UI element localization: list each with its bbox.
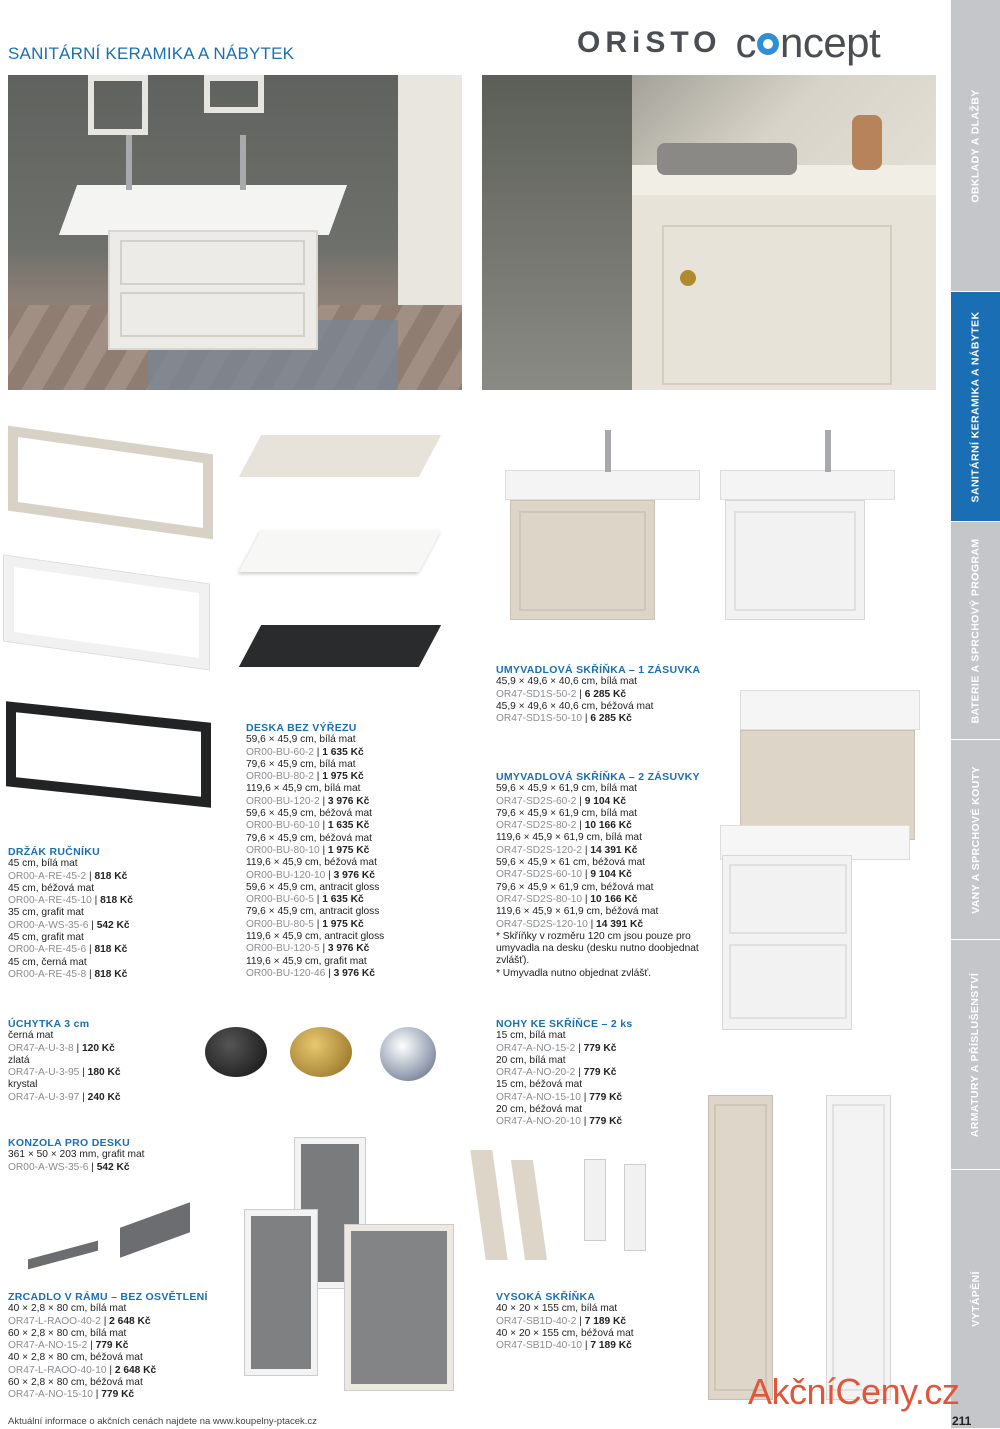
product-line: 59,6 × 45,9 × 61 cm, béžová mat OR47-SD2S-60-10 | 9 104 Kč <box>496 857 645 881</box>
title-nohy: NOHY KE SKŘÍŇCE – 2 ks <box>496 1018 633 1030</box>
tab-sanitarni[interactable]: SANITÁRNÍ KERAMIKA A NÁBYTEK <box>951 292 1000 522</box>
title-vysoka: VYSOKÁ SKŘÍŇKA <box>496 1291 596 1303</box>
product-line: 79,6 × 45,9 cm, antracit gloss OR00-BU-80-5 | 1 975 Kč <box>246 906 380 930</box>
cabinet-2drawer-white <box>722 855 852 1030</box>
leg-beige-1 <box>470 1150 507 1260</box>
block-nohy <box>496 1018 696 1129</box>
faucet-right <box>240 135 246 190</box>
knob-gold <box>290 1027 352 1077</box>
product-line: 45,9 × 49,6 × 40,6 cm, béžová mat OR47-SD1S-50-10 | 6 285 Kč <box>496 700 654 725</box>
product-line: 40 × 20 × 155 cm, béžová mat OR47-SB1D-40-10 | 7 189 Kč <box>496 1327 634 1352</box>
towel <box>657 143 797 175</box>
block-uchytka <box>8 1018 188 1104</box>
note-umyvadla: * Umyvadla nutno objednat zvlášť. <box>496 967 652 979</box>
product-line: 361 × 50 × 203 mm, grafit mat OR00-A-WS-35-6 | 542 Kč <box>8 1149 145 1173</box>
product-line: 119,6 × 45,9 cm, béžová mat OR00-BU-120-10 | 3 976 Kč <box>246 857 377 881</box>
tall-cabinet-white <box>826 1095 891 1400</box>
footer-note: Aktuální informace o akčních cenách najdete na www.koupelny-ptacek.cz <box>8 1416 317 1427</box>
console-bracket-left <box>28 1241 98 1270</box>
product-line: 79,6 × 45,9 × 61,9 cm, béžová mat OR47-SD2S-80-10 | 10 166 Kč <box>496 881 654 905</box>
countertop-beige <box>239 435 441 477</box>
product-line: 119,6 × 45,9 cm, grafit mat OR00-BU-120-46 | 3 976 Kč <box>246 955 375 979</box>
product-line: 119,6 × 45,9 cm, antracit gloss OR00-BU-120-5 | 3 976 Kč <box>246 931 385 955</box>
watermark: AkčníCeny.cz <box>748 1371 960 1412</box>
basin-white-set <box>720 470 895 500</box>
product-line: 40 × 2,8 × 80 cm, bílá mat OR47-L-RAOO-40-2 | 2 648 Kč <box>8 1303 151 1327</box>
product-line: 79,6 × 45,9 × 61,9 cm, bílá mat OR47-SD2S-80-2 | 10 166 Kč <box>496 807 638 832</box>
brand-concept: c ncept <box>735 19 881 66</box>
product-line: 119,6 × 45,9 × 61,9 cm, bílá mat OR47-SD2S-120-2 | 14 391 Kč <box>496 832 642 856</box>
product-line: 59,6 × 45,9 cm, bílá mat OR00-BU-60-2 | 1 635 Kč <box>246 734 364 758</box>
block-konzola <box>8 1137 208 1174</box>
window <box>482 75 632 390</box>
tab-vany[interactable]: VANY A SPRCHOVÉ KOUTY <box>951 740 1000 940</box>
product-line: 45 cm, grafit mat OR00-A-RE-45-6 | 818 Kč <box>8 932 128 956</box>
product-line: krystal OR47-A-U-3-97 | 240 Kč <box>8 1079 121 1103</box>
product-line: 40 × 20 × 155 cm, bílá mat OR47-SB1D-40-2 | 7 189 Kč <box>496 1303 627 1327</box>
block-skrinka2 <box>496 771 716 980</box>
product-line: 45 cm, černá mat OR00-A-RE-45-8 | 818 Kč <box>8 956 128 980</box>
tab-baterie[interactable]: BATERIE A SPRCHOVÝ PROGRAM <box>951 522 1000 740</box>
block-zrcadlo <box>8 1291 238 1402</box>
product-line: 35 cm, grafit mat OR00-A-WS-35-6 | 542 Kč <box>8 907 130 931</box>
product-line: 60 × 2,8 × 80 cm, bílá mat OR47-A-NO-15-2 | 779 Kč <box>8 1327 129 1352</box>
cabinet-2drawer-beige <box>740 730 915 840</box>
title-deska: DESKA BEZ VÝŘEZU <box>246 722 357 734</box>
block-deska <box>246 722 456 980</box>
product-line: 45,9 × 49,6 × 40,6 cm, bílá mat OR47-SD1S-50-2 | 6 285 Kč <box>496 676 638 700</box>
countertop-anthracite <box>239 625 441 667</box>
towel-holder-white <box>4 556 209 670</box>
photo-vanity-detail <box>482 75 936 390</box>
block-drzak <box>8 846 208 981</box>
tall-cabinet-beige <box>708 1095 773 1400</box>
product-line: 15 cm, béžová mat OR47-A-NO-15-10 | 779 Kč <box>496 1079 623 1103</box>
knob-black <box>205 1027 267 1077</box>
mirror-front-right <box>345 1225 453 1390</box>
product-line: 79,6 × 45,9 cm, bílá mat OR00-BU-80-2 | 1 975 Kč <box>246 758 364 783</box>
product-line: 20 cm, bílá mat OR47-A-NO-20-2 | 779 Kč <box>496 1054 617 1079</box>
knob-crystal <box>380 1027 436 1081</box>
product-line: 79,6 × 45,9 cm, béžová mat OR00-BU-80-10 | 1 975 Kč <box>246 832 373 856</box>
note-120cm: * Skříňky v rozměru 120 cm jsou pouze pro umyvadla na desku (desku nutno doobjednat zvlášť). <box>496 930 699 967</box>
title-drzak: DRŽÁK RUČNÍKU <box>8 846 100 858</box>
gold-knob <box>680 270 696 286</box>
product-line: 59,6 × 45,9 cm, béžová mat OR00-BU-60-10 | 1 635 Kč <box>246 808 373 832</box>
door <box>398 75 462 305</box>
basin-2drawer-beige <box>740 690 920 730</box>
product-line: 119,6 × 45,9 × 61,9 cm, béžová mat OR47-SD2S-120-10 | 14 391 Kč <box>496 906 659 930</box>
bottle <box>852 115 882 170</box>
product-line: 20 cm, béžová mat OR47-A-NO-20-10 | 779 Kč <box>496 1104 623 1128</box>
faucet-left <box>126 135 132 190</box>
towel-holder-beige <box>8 426 213 540</box>
drop-icon <box>757 33 779 55</box>
leg-white-1 <box>585 1160 605 1240</box>
block-skrinka1 <box>496 664 721 725</box>
block-vysoka <box>496 1291 696 1352</box>
tab-armatury[interactable]: ARMATURY A PŘÍSLUŠENSTVÍ <box>951 940 1000 1170</box>
mirror-right <box>204 75 264 113</box>
leg-beige-2 <box>511 1160 547 1260</box>
product-line: 45 cm, bílá mat OR00-A-RE-45-2 | 818 Kč <box>8 858 128 882</box>
photo-double-vanity <box>8 75 462 390</box>
basin-beige-set <box>505 470 700 500</box>
product-line: 45 cm, béžová mat OR00-A-RE-45-10 | 818 Kč <box>8 882 133 907</box>
brand-oristo: ORiSTO <box>577 26 722 59</box>
cabinet-1drawer-white <box>725 500 865 620</box>
product-line: černá mat OR47-A-U-3-8 | 120 Kč <box>8 1030 115 1054</box>
section-title: SANITÁRNÍ KERAMIKA A NÁBYTEK <box>8 44 295 63</box>
product-line: 59,6 × 45,9 × 61,9 cm, bílá mat OR47-SD2S-60-2 | 9 104 Kč <box>496 783 638 807</box>
cabinet-1drawer-beige <box>510 500 655 620</box>
cabinet-side <box>632 185 936 390</box>
vanity-cabinet <box>108 230 318 350</box>
page-number: 211 <box>952 1414 972 1428</box>
faucet-icon <box>825 430 831 472</box>
title-uchytka: ÚCHYTKA 3 cm <box>8 1018 90 1030</box>
title-skrinka2: UMYVADLOVÁ SKŘÍŇKA – 2 ZÁSUVKY <box>496 771 700 783</box>
product-line: 40 × 2,8 × 80 cm, béžová mat OR47-L-RAOO-40-10 | 2 648 Kč <box>8 1352 157 1376</box>
title-konzola: KONZOLA PRO DESKU <box>8 1137 130 1149</box>
tab-obklady[interactable]: OBKLADY A DLAŽBY <box>951 0 1000 292</box>
mirror-left <box>88 75 148 135</box>
countertop-white <box>239 530 441 572</box>
product-line: 119,6 × 45,9 cm, bílá mat OR00-BU-120-2 | 3 976 Kč <box>246 783 370 807</box>
product-line: 60 × 2,8 × 80 cm, béžová mat OR47-A-NO-15-10 | 779 Kč <box>8 1377 143 1401</box>
product-line: zlatá OR47-A-U-3-95 | 180 Kč <box>8 1054 121 1079</box>
leg-white-2 <box>625 1165 645 1250</box>
mirror-front-left <box>245 1210 317 1375</box>
title-zrcadlo: ZRCADLO V RÁMU – BEZ OSVĚTLENÍ <box>8 1291 208 1303</box>
brand-logo <box>577 18 880 68</box>
tab-vytapeni[interactable]: VYTÁPĚNÍ <box>951 1170 1000 1429</box>
product-line: 15 cm, bílá mat OR47-A-NO-15-2 | 779 Kč <box>496 1030 617 1054</box>
product-line: 59,6 × 45,9 cm, antracit gloss OR00-BU-60-5 | 1 635 Kč <box>246 881 380 906</box>
console-bracket-right <box>120 1202 190 1257</box>
basin-top <box>59 185 347 235</box>
towel-holder-black <box>6 701 211 808</box>
faucet-icon <box>605 430 611 472</box>
title-skrinka1: UMYVADLOVÁ SKŘÍŇKA – 1 ZÁSUVKA <box>496 664 701 676</box>
